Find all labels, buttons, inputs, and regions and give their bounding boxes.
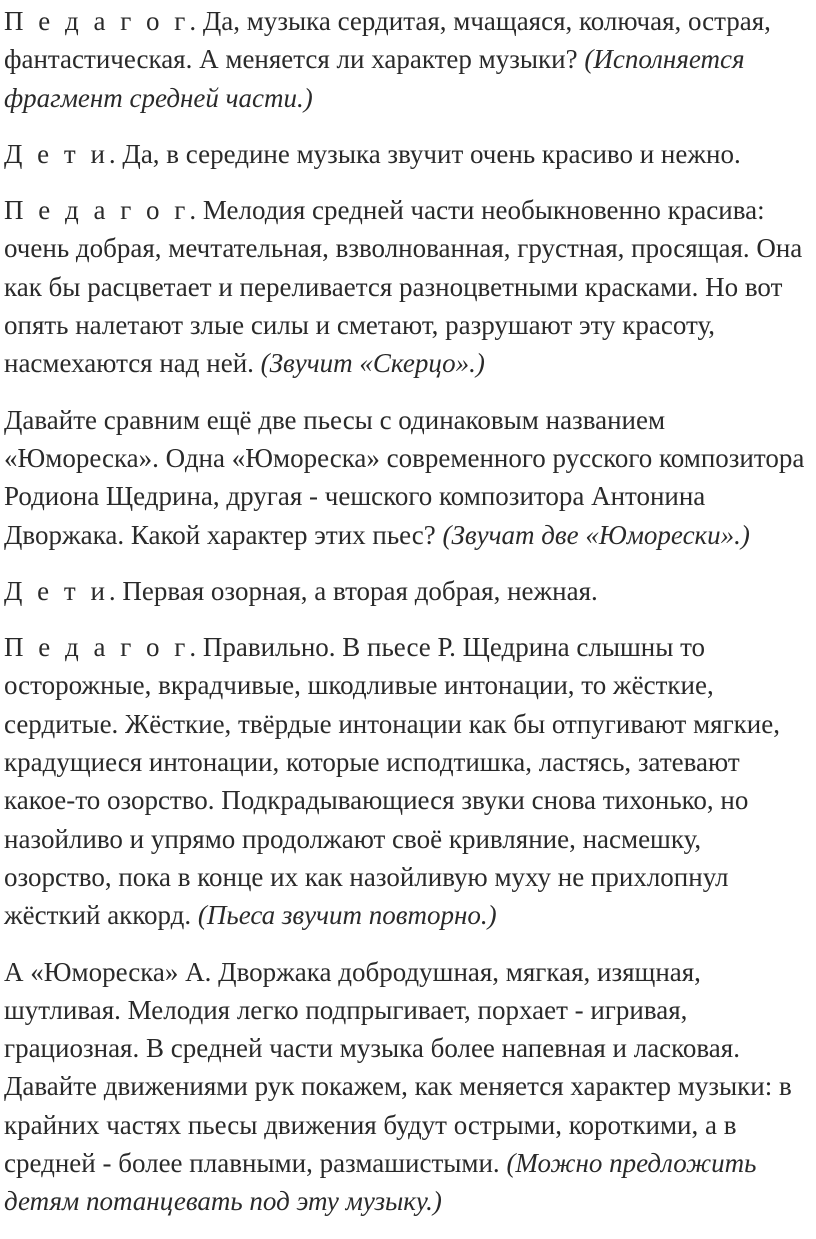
paragraph-text: . Мелодия средней части необыкновенно красива: очень добрая, мечтательная, взволнованная, грустная, просящая. Она как бы расцветает и переливается разноцветными красками. Но вот опять налетают злые силы и сметают, разрушают эту красоту, насмехаются над ней. [4,195,803,379]
stage-direction: (Исполняется фрагмент средней части.) [4,44,745,113]
paragraph-compare-humoresques [4,401,810,554]
paragraph-teacher-1 [4,2,810,117]
paragraph-children-1 [4,135,810,173]
speaker-label: Д е т и [4,138,109,169]
speaker-label: П е д а г о г [4,195,190,226]
paragraph-children-2 [4,572,810,610]
speaker-label: Д е т и [4,575,109,606]
paragraph-text: . Да, в середине музыка звучит очень красиво и нежно. [108,138,741,169]
paragraph-text: Давайте сравним ещё две пьесы с одинаковым названием «Юмореска». Одна «Юмореска» современного русского композитора Родиона Щедрина, другая - чешского композитора Антонина Дворжака. Какой характер этих пьес? [4,404,805,550]
paragraph-text: . Первая озорная, а вторая добрая, нежная. [108,575,598,606]
stage-direction: (Звучит «Скерцо».) [260,348,485,379]
paragraph-text: . Правильно. В пьесе Р. Щедрина слышны то осторожные, вкрадчивые, шкодливые интонации, то жёсткие, сердитые. Жёсткие, твёрдые интонации как бы отпугивают мягкие, крадущиеся интонации, которые исподтишка, ластясь, затевают какое-то озорство. Подкрадывающиеся звуки снова тихонько, но назойливо и упрямо продолжают своё кривляние, насмешку, озорство, пока в конце их как назойливую муху не прихлопнул жёсткий аккорд. [4,632,780,931]
paragraph-text: . Да, музыка сердитая, мчащаяся, колючая, острая, фантастическая. А меняется ли характер музыки? [4,6,771,75]
stage-direction: (Пьеса звучит повторно.) [197,900,497,931]
stage-direction: (Можно предложить детям потанцевать под эту музыку.) [4,1148,757,1217]
paragraph-text: А «Юмореска» А. Дворжака добродушная, мягкая, изящная, шутливая. Мелодия легко подпрыгивает, порхает - игривая, грациозная. В средней части музыка более напевная и ласковая. Давайте движениями рук покажем, как меняется характер музыки: в крайних частях пьесы движения будут острыми, короткими, а в средней - более плавными, размашистыми. [4,956,792,1179]
paragraph-teacher-3 [4,628,810,934]
paragraph-dvorak-humoresque [4,953,810,1221]
speaker-label: П е д а г о г [4,632,190,663]
paragraph-teacher-2 [4,191,810,382]
speaker-label: П е д а г о г [4,6,190,36]
stage-direction: (Звучат две «Юморески».) [442,519,750,550]
